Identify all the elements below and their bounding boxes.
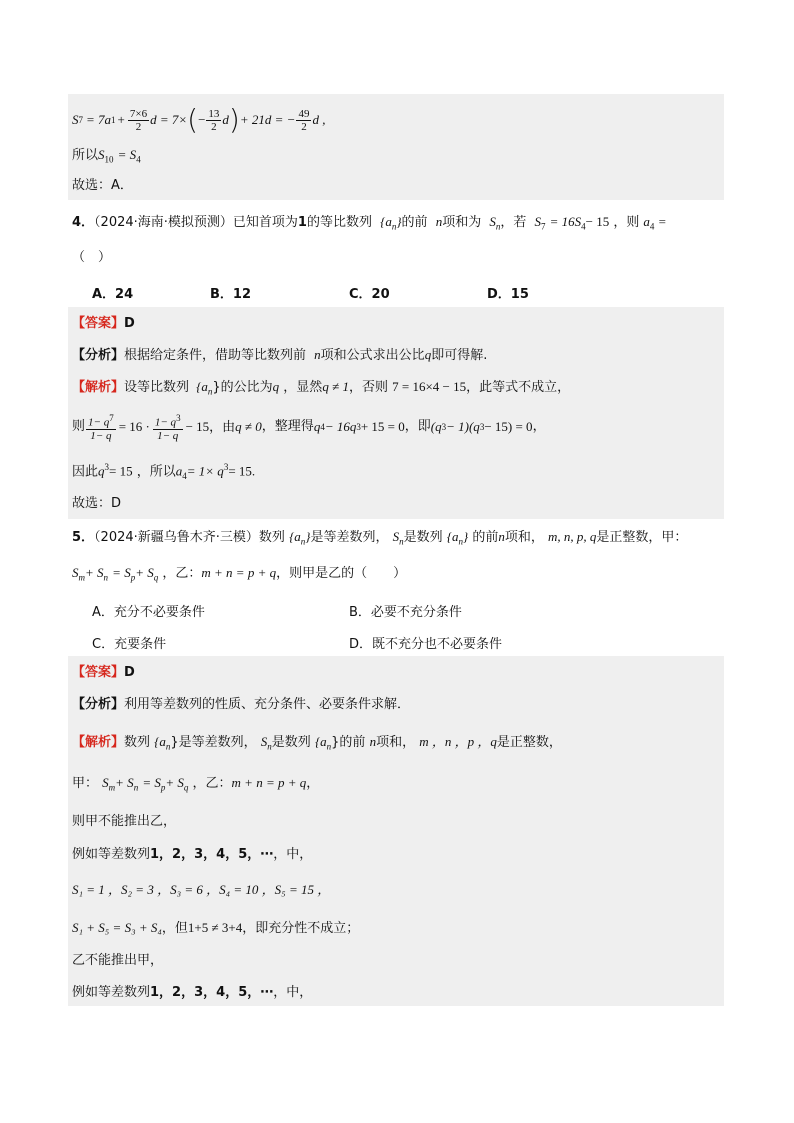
- q4-option-b[interactable]: B．12: [210, 287, 251, 302]
- q4-paren: （ ）: [72, 250, 112, 265]
- q3-answer: 故选：A．: [72, 178, 133, 193]
- q5-jia-yi: 甲： $S_m+ S_n = S_p+ S_q$ ，乙：m + n = p + q，: [72, 775, 320, 793]
- q4-question: 4．（2024·海南·模拟预测）已知首项为1的等比数列 $\{a_n\}$的前 n项和为 $S_n$，若 $S_7 = 16S_4- 15$ ，则 $a_4$ =: [72, 214, 666, 232]
- q5-example-2: 例如等差数列1，2，3，4，5，⋯，中，: [72, 985, 313, 1000]
- q3-conclusion: 所以$S_{10} = S_4$: [72, 147, 141, 165]
- q5-option-c[interactable]: C．充要条件: [92, 637, 167, 652]
- q4-solution-line1: 【解析】设等比数列 $\{a_n\}$的公比为q ，显然q ≠ 1，否则 7 = 16×4 − 15，此等式不成立，: [72, 379, 571, 397]
- q5-yi-cannot: 乙不能推出甲，: [72, 953, 164, 968]
- q4-solution-line3: 因此$q^3= 15$ ，所以$a_4= 1\times q^3= 15$.: [72, 462, 256, 481]
- q5-question: 5．（2024·新疆乌鲁木齐·三模）数列 $\{a_n\}$是等差数列， $S_n$是数列 $\{a_n\}$ 的前n项和， m, n, p, q是正整数，甲：: [72, 529, 688, 547]
- q5-answer: 【答案】D: [72, 665, 135, 680]
- q4-analysis: 【分析】根据给定条件，借助等比数列前 n项和公式求出公比q即可得解.: [72, 347, 488, 363]
- q4-option-a[interactable]: A．24: [92, 287, 134, 302]
- q5-s-values: S₁ = 1 ，S₂ = 3 ，S₃ = 6 ，S₄ = 10 ，S₅ = 15 ，: [72, 882, 331, 897]
- q5-analysis: 【分析】利用等差数列的性质、充分条件、必要条件求解．: [72, 697, 411, 712]
- fraction: $\frac{13}{2}$: [208, 107, 220, 133]
- fraction: $\frac{1- q^7}{1- q}$: [88, 413, 114, 442]
- q4-option-c[interactable]: C．20: [349, 287, 390, 302]
- fraction: $\frac{49}{2}$: [298, 107, 310, 133]
- q3-s7-formula: S 7 = 7a 1 + $\frac{7\times 6}{2}$ d = 7× ( − $\frac{13}{2}$ d ) + 21d = − $\frac{49}{2}$ d ,: [72, 103, 326, 136]
- q5-option-a[interactable]: A．充分不必要条件: [92, 605, 205, 620]
- q5-solution-line1: 【解析】数列 $\{a_n\}$是等差数列， $S_n$是数列 $\{a_n\}$的前 n项和， m ，n ，p ，q是正整数，: [72, 734, 562, 752]
- fraction: $\frac{7\times 6}{2}$: [129, 107, 148, 133]
- q5-option-d[interactable]: D．既不充分也不必要条件: [349, 637, 503, 652]
- q5-counterexample: S₁ + S₅ = S₃ + S₄，但1+5 ≠ 3+4，即充分性不成立；: [72, 920, 360, 936]
- q4-answer: 【答案】D: [72, 316, 135, 331]
- q4-final-answer: 故选：D: [72, 496, 122, 511]
- q5-cannot-derive: 则甲不能推出乙，: [72, 814, 177, 829]
- fraction: $\frac{1- q^3}{1- q}$: [154, 413, 181, 442]
- q5-question-line2: $S_m+ S_n = S_p+ S_q$ ，乙：m + n = p + q，则甲是乙的（ ）: [72, 565, 407, 583]
- q5-option-b[interactable]: B．必要不充分条件: [349, 605, 462, 620]
- q4-option-d[interactable]: D．15: [487, 287, 529, 302]
- q5-example: 例如等差数列1，2，3，4，5，⋯，中，: [72, 847, 313, 862]
- q4-solution-line2: 则 $\frac{1- q^7}{1- q}$ = 16 · $\frac{1- q^3}{1- q}$ − 15，由 q ≠ 0 ，整理得 q 4 − 16q 3 + 15 = 0 ，即 (q 3 − 1)(q 3 − 15) = 0 ，: [72, 413, 546, 442]
